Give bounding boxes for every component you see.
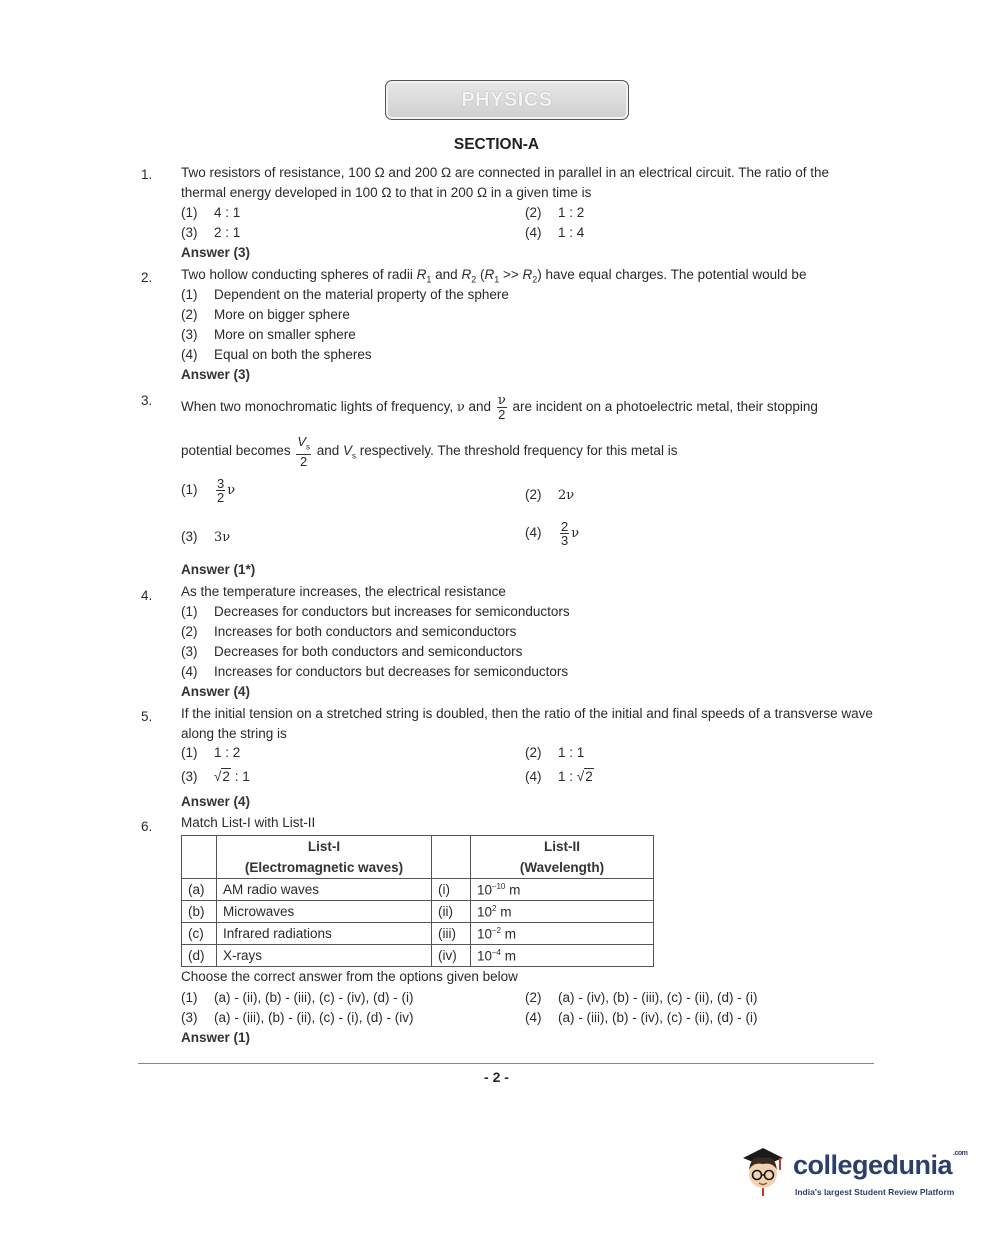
fraction: $\frac{V_s}{2}$ (297, 434, 310, 469)
option: (1) 4 : 1 (181, 205, 241, 220)
question-number: 5. (141, 709, 153, 724)
question-text: If the initial tension on a stretched string is doubled, then the ratio of the initial and final speeds of a transverse wave along the string is (181, 706, 873, 741)
section-title: SECTION-A (453, 136, 540, 153)
option: (1) (a) - (ii), (b) - (iii), (c) - (iv), (d) - (i) (181, 990, 414, 1005)
option: (2) More on bigger sphere (181, 307, 350, 322)
instruction-text: Choose the correct answer from the options given below (181, 969, 518, 984)
option: (3) √2 : 1 (181, 769, 250, 784)
option: (3) 2 : 1 (181, 225, 241, 240)
answer: Answer (3) (181, 245, 251, 260)
brand-wordmark: collegedunia$^{.com}$ (793, 1150, 968, 1180)
mascot-logo-icon (733, 1140, 793, 1200)
option: (3) More on smaller sphere (181, 327, 356, 342)
option: (2) 1 : 2 (525, 205, 585, 220)
table-row: (d) X-rays (iv) $10^{-4}$ m (182, 945, 654, 967)
option: (4) Equal on both the spheres (181, 347, 372, 362)
list1-heading: List-I (217, 836, 432, 858)
answer: Answer (3) (181, 367, 251, 382)
table-row: (c) Infrared radiations (iii) $10^{-2}$ m (182, 923, 654, 945)
question-text: As the temperature increases, the electrical resistance (181, 584, 506, 599)
brand-tagline: India's largest Student Review Platform (795, 1187, 955, 1197)
option: (1) $\frac{3}{2}$ ν (181, 476, 236, 505)
list2-heading: List-II (471, 836, 654, 858)
option: (4) 1 : 4 (525, 225, 585, 240)
option: (2) 1 : 1 (525, 745, 585, 760)
table-header-row (182, 836, 654, 858)
option: (3) Decreases for both conductors and semiconductors (181, 644, 523, 659)
option: (1) Dependent on the material property of the sphere (181, 287, 509, 302)
option: (4) (a) - (iii), (b) - (iv), (c) - (ii), (d) - (i) (525, 1010, 758, 1025)
fraction: $\frac{\nu}{2}$ (497, 393, 506, 422)
footer-divider (138, 1063, 874, 1064)
question-number: 1. (141, 167, 153, 182)
option: (2) 2ν (525, 487, 575, 503)
question-number: 6. (141, 819, 153, 834)
answer: Answer (4) (181, 684, 251, 699)
option: (1) Decreases for conductors but increases for semiconductors (181, 604, 570, 619)
page-number: - 2 - (484, 1069, 509, 1085)
answer: Answer (1) (181, 1030, 251, 1045)
question-text: Two hollow conducting spheres of radii $R_1$ and $R_2$ $(R_1 >> R_2)$ have equal charges. The potential would be (181, 267, 807, 285)
option: (3) (a) - (iii), (b) - (ii), (c) - (i), (d) - (iv) (181, 1010, 414, 1025)
table-header-row (182, 857, 654, 879)
option: (4) $\frac{2}{3}$ ν (525, 519, 580, 548)
option: (4) Increases for conductors but decreases for semiconductors (181, 664, 569, 679)
option: (3) 3ν (181, 529, 231, 545)
table-row: (a) AM radio waves (i) $10^{-10}$ m (182, 879, 654, 901)
question-number: 2. (141, 270, 153, 285)
question-text: When two monochromatic lights of frequency, ν and $\frac{\nu}{2}$ are incident on a photoelectric metal, their stopping (181, 393, 818, 422)
list2-subheading: (Wavelength) (471, 857, 654, 879)
question-number: 4. (141, 588, 153, 603)
question-number: 3. (141, 393, 153, 408)
question-text: potential becomes $\frac{V_s}{2}$ and $V_s$ respectively. The threshold frequency for this metal is (181, 434, 678, 469)
list1-subheading: (Electromagnetic waves) (217, 857, 432, 879)
table-row: (b) Microwaves (ii) $10^2$ m (182, 901, 654, 923)
option: (1) 1 : 2 (181, 745, 241, 760)
answer: Answer (4) (181, 794, 251, 809)
question-text: Match List-I with List-II (181, 815, 316, 830)
option: (2) (a) - (iv), (b) - (iii), (c) - (ii), (d) - (i) (525, 990, 758, 1005)
answer: Answer (1*) (181, 562, 256, 577)
option: (2) Increases for both conductors and semiconductors (181, 624, 517, 639)
option: (4) 1 : √2 (525, 769, 593, 784)
subject-banner: PHYSICS (385, 80, 629, 120)
question-text: Two resistors of resistance, 100 Ω and 200 Ω are connected in parallel in an electrical circuit. The ratio of the thermal energy developed in 100 Ω to that in 200 Ω in a given time is (181, 165, 830, 200)
match-table (181, 835, 654, 967)
